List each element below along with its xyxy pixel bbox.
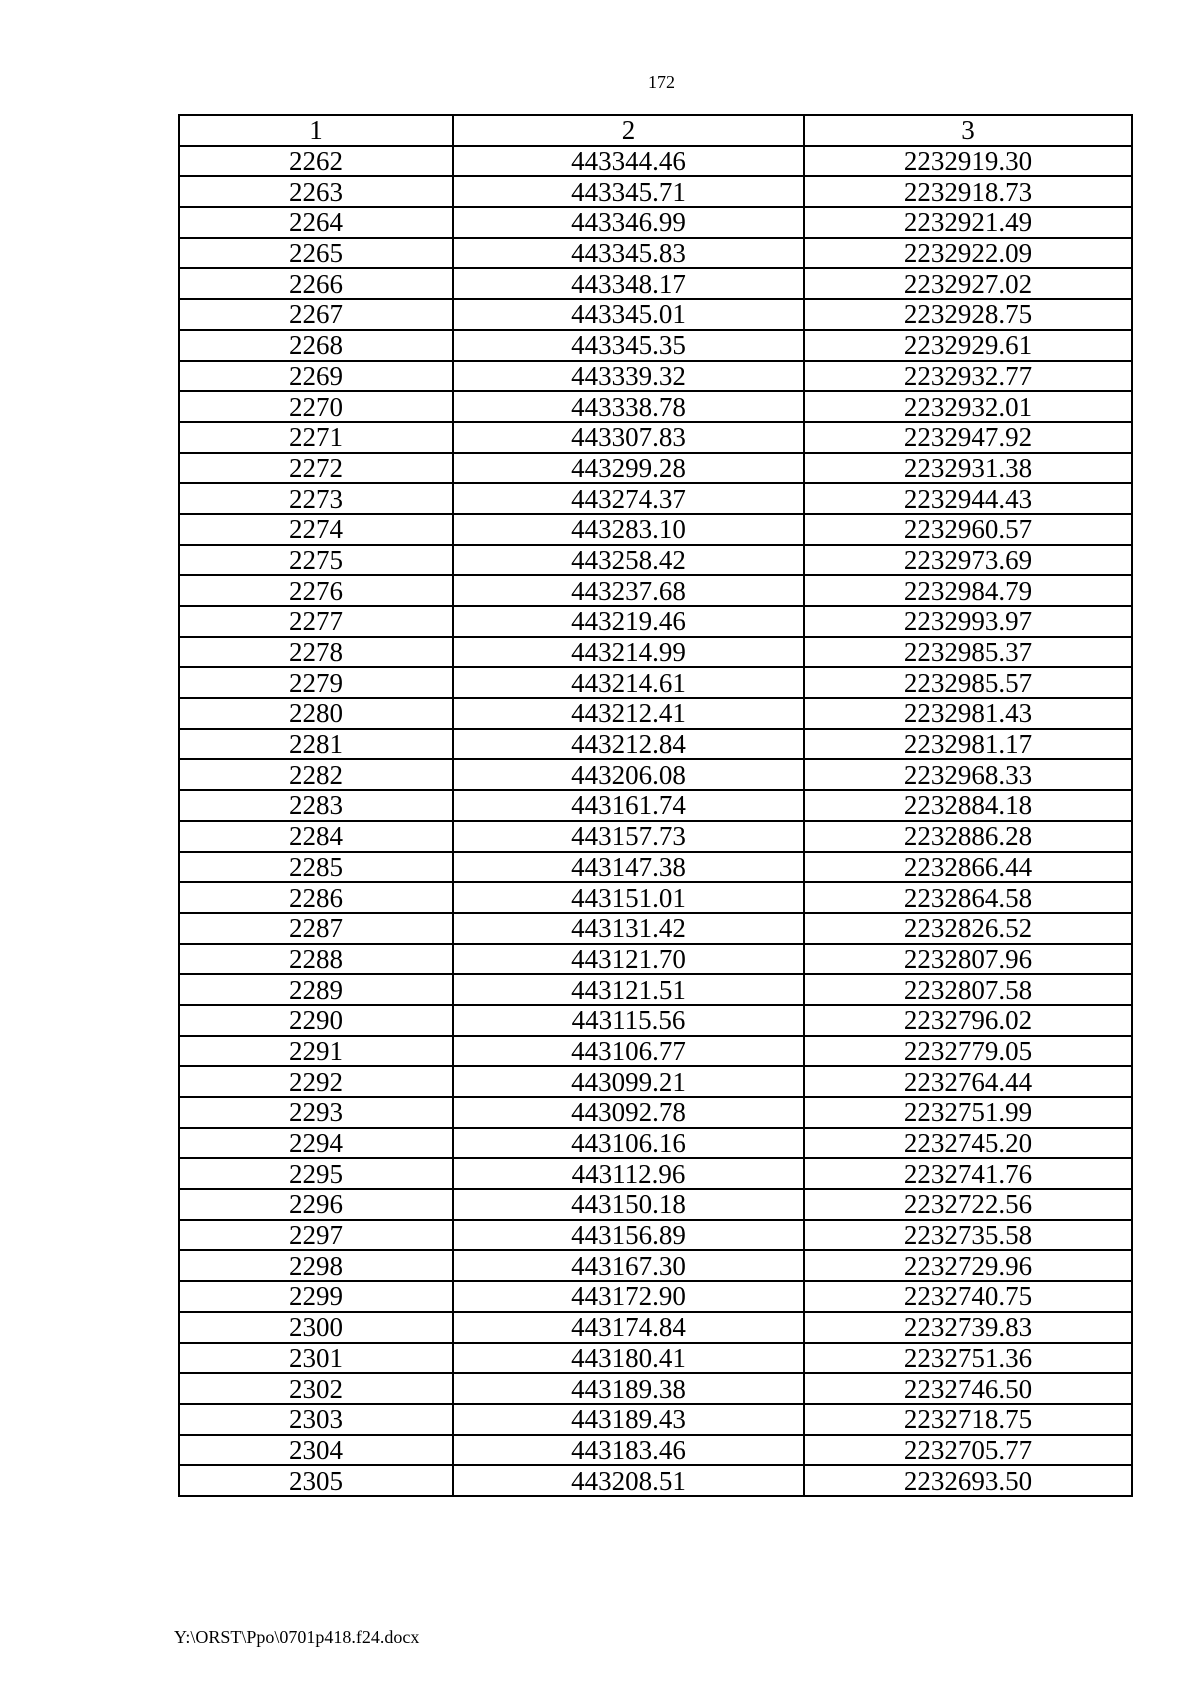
point-number-cell: 2264 (179, 207, 453, 238)
point-number-cell: 2270 (179, 391, 453, 422)
x-coordinate-cell: 443258.42 (453, 545, 804, 576)
x-coordinate-cell: 443212.41 (453, 698, 804, 729)
point-number-cell: 2285 (179, 852, 453, 883)
point-number-cell: 2266 (179, 268, 453, 299)
y-coordinate-cell: 2232947.92 (804, 422, 1132, 453)
point-number-cell: 2279 (179, 667, 453, 698)
table-row (179, 514, 1132, 545)
x-coordinate-cell: 443147.38 (453, 852, 804, 883)
table-row (179, 176, 1132, 207)
y-coordinate-cell: 2232922.09 (804, 238, 1132, 269)
x-coordinate-cell: 443115.56 (453, 1005, 804, 1036)
y-coordinate-cell: 2232764.44 (804, 1066, 1132, 1097)
y-coordinate-cell: 2232985.57 (804, 667, 1132, 698)
point-number-cell: 2280 (179, 698, 453, 729)
table-header-row (179, 115, 1132, 146)
point-number-cell: 2287 (179, 913, 453, 944)
x-coordinate-cell: 443307.83 (453, 422, 804, 453)
point-number-cell: 2303 (179, 1404, 453, 1435)
point-number-cell: 2272 (179, 453, 453, 484)
table-row (179, 1158, 1132, 1189)
y-coordinate-cell: 2232866.44 (804, 852, 1132, 883)
table-row (179, 422, 1132, 453)
x-coordinate-cell: 443106.16 (453, 1128, 804, 1159)
point-number-cell: 2291 (179, 1036, 453, 1067)
y-coordinate-cell: 2232919.30 (804, 146, 1132, 177)
y-coordinate-cell: 2232740.75 (804, 1281, 1132, 1312)
column-header: 2 (453, 115, 804, 146)
x-coordinate-cell: 443345.71 (453, 176, 804, 207)
table-row (179, 729, 1132, 760)
x-coordinate-cell: 443299.28 (453, 453, 804, 484)
table-row (179, 1005, 1132, 1036)
point-number-cell: 2281 (179, 729, 453, 760)
y-coordinate-cell: 2232921.49 (804, 207, 1132, 238)
table-row (179, 1435, 1132, 1466)
y-coordinate-cell: 2232741.76 (804, 1158, 1132, 1189)
point-number-cell: 2290 (179, 1005, 453, 1036)
x-coordinate-cell: 443344.46 (453, 146, 804, 177)
footer-file-path: Y:\ORST\Ppo\0701p418.f24.docx (174, 1627, 420, 1647)
x-coordinate-cell: 443112.96 (453, 1158, 804, 1189)
y-coordinate-cell: 2232968.33 (804, 759, 1132, 790)
x-coordinate-cell: 443121.70 (453, 944, 804, 975)
y-coordinate-cell: 2232729.96 (804, 1250, 1132, 1281)
x-coordinate-cell: 443131.42 (453, 913, 804, 944)
column-header: 3 (804, 115, 1132, 146)
y-coordinate-cell: 2232739.83 (804, 1312, 1132, 1343)
table-row (179, 1036, 1132, 1067)
table-row (179, 207, 1132, 238)
x-coordinate-cell: 443208.51 (453, 1465, 804, 1496)
table-row (179, 1097, 1132, 1128)
x-coordinate-cell: 443206.08 (453, 759, 804, 790)
table-body (179, 115, 1132, 1496)
y-coordinate-cell: 2232751.36 (804, 1343, 1132, 1374)
table-row (179, 268, 1132, 299)
x-coordinate-cell: 443150.18 (453, 1189, 804, 1220)
point-number-cell: 2267 (179, 299, 453, 330)
point-number-cell: 2300 (179, 1312, 453, 1343)
table-row (179, 1066, 1132, 1097)
point-number-cell: 2292 (179, 1066, 453, 1097)
x-coordinate-cell: 443172.90 (453, 1281, 804, 1312)
y-coordinate-cell: 2232973.69 (804, 545, 1132, 576)
point-number-cell: 2284 (179, 821, 453, 852)
y-coordinate-cell: 2232929.61 (804, 330, 1132, 361)
point-number-cell: 2296 (179, 1189, 453, 1220)
table-row (179, 852, 1132, 883)
y-coordinate-cell: 2232932.77 (804, 361, 1132, 392)
point-number-cell: 2286 (179, 882, 453, 913)
x-coordinate-cell: 443121.51 (453, 974, 804, 1005)
point-number-cell: 2305 (179, 1465, 453, 1496)
y-coordinate-cell: 2232981.43 (804, 698, 1132, 729)
table-row (179, 391, 1132, 422)
point-number-cell: 2293 (179, 1097, 453, 1128)
y-coordinate-cell: 2232884.18 (804, 790, 1132, 821)
point-number-cell: 2265 (179, 238, 453, 269)
x-coordinate-cell: 443174.84 (453, 1312, 804, 1343)
x-coordinate-cell: 443099.21 (453, 1066, 804, 1097)
table-row (179, 698, 1132, 729)
table-row (179, 1404, 1132, 1435)
point-number-cell: 2282 (179, 759, 453, 790)
table-row (179, 606, 1132, 637)
point-number-cell: 2304 (179, 1435, 453, 1466)
table-row (179, 974, 1132, 1005)
point-number-cell: 2276 (179, 575, 453, 606)
x-coordinate-cell: 443106.77 (453, 1036, 804, 1067)
point-number-cell: 2288 (179, 944, 453, 975)
point-number-cell: 2283 (179, 790, 453, 821)
x-coordinate-cell: 443214.99 (453, 637, 804, 668)
page-number: 172 (648, 72, 675, 92)
table-row (179, 882, 1132, 913)
y-coordinate-cell: 2232984.79 (804, 575, 1132, 606)
table-row (179, 330, 1132, 361)
table-row (179, 483, 1132, 514)
y-coordinate-cell: 2232960.57 (804, 514, 1132, 545)
x-coordinate-cell: 443338.78 (453, 391, 804, 422)
point-number-cell: 2294 (179, 1128, 453, 1159)
y-coordinate-cell: 2232779.05 (804, 1036, 1132, 1067)
point-number-cell: 2275 (179, 545, 453, 576)
table-row (179, 821, 1132, 852)
x-coordinate-cell: 443151.01 (453, 882, 804, 913)
table-row (179, 361, 1132, 392)
x-coordinate-cell: 443161.74 (453, 790, 804, 821)
table-row (179, 944, 1132, 975)
x-coordinate-cell: 443183.46 (453, 1435, 804, 1466)
y-coordinate-cell: 2232932.01 (804, 391, 1132, 422)
x-coordinate-cell: 443212.84 (453, 729, 804, 760)
table-row (179, 759, 1132, 790)
y-coordinate-cell: 2232826.52 (804, 913, 1132, 944)
y-coordinate-cell: 2232722.56 (804, 1189, 1132, 1220)
x-coordinate-cell: 443157.73 (453, 821, 804, 852)
x-coordinate-cell: 443346.99 (453, 207, 804, 238)
x-coordinate-cell: 443189.38 (453, 1373, 804, 1404)
table-row (179, 299, 1132, 330)
point-number-cell: 2295 (179, 1158, 453, 1189)
point-number-cell: 2271 (179, 422, 453, 453)
point-number-cell: 2268 (179, 330, 453, 361)
table-row (179, 790, 1132, 821)
y-coordinate-cell: 2232807.96 (804, 944, 1132, 975)
y-coordinate-cell: 2232705.77 (804, 1435, 1132, 1466)
x-coordinate-cell: 443345.83 (453, 238, 804, 269)
table-row (179, 913, 1132, 944)
point-number-cell: 2262 (179, 146, 453, 177)
x-coordinate-cell: 443180.41 (453, 1343, 804, 1374)
point-number-cell: 2274 (179, 514, 453, 545)
table-row (179, 1343, 1132, 1374)
y-coordinate-cell: 2232931.38 (804, 453, 1132, 484)
y-coordinate-cell: 2232751.99 (804, 1097, 1132, 1128)
table-row (179, 238, 1132, 269)
x-coordinate-cell: 443345.01 (453, 299, 804, 330)
x-coordinate-cell: 443219.46 (453, 606, 804, 637)
y-coordinate-cell: 2232796.02 (804, 1005, 1132, 1036)
table-row (179, 453, 1132, 484)
point-number-cell: 2277 (179, 606, 453, 637)
y-coordinate-cell: 2232981.17 (804, 729, 1132, 760)
point-number-cell: 2298 (179, 1250, 453, 1281)
x-coordinate-cell: 443274.37 (453, 483, 804, 514)
table-row (179, 1373, 1132, 1404)
y-coordinate-cell: 2232928.75 (804, 299, 1132, 330)
point-number-cell: 2278 (179, 637, 453, 668)
x-coordinate-cell: 443156.89 (453, 1220, 804, 1251)
coordinates-table (178, 114, 1133, 1497)
point-number-cell: 2273 (179, 483, 453, 514)
x-coordinate-cell: 443214.61 (453, 667, 804, 698)
y-coordinate-cell: 2232745.20 (804, 1128, 1132, 1159)
x-coordinate-cell: 443345.35 (453, 330, 804, 361)
point-number-cell: 2301 (179, 1343, 453, 1374)
y-coordinate-cell: 2232807.58 (804, 974, 1132, 1005)
x-coordinate-cell: 443189.43 (453, 1404, 804, 1435)
y-coordinate-cell: 2232918.73 (804, 176, 1132, 207)
y-coordinate-cell: 2232993.97 (804, 606, 1132, 637)
x-coordinate-cell: 443339.32 (453, 361, 804, 392)
y-coordinate-cell: 2232746.50 (804, 1373, 1132, 1404)
y-coordinate-cell: 2232944.43 (804, 483, 1132, 514)
y-coordinate-cell: 2232985.37 (804, 637, 1132, 668)
point-number-cell: 2299 (179, 1281, 453, 1312)
point-number-cell: 2302 (179, 1373, 453, 1404)
table-row (179, 146, 1132, 177)
x-coordinate-cell: 443283.10 (453, 514, 804, 545)
x-coordinate-cell: 443092.78 (453, 1097, 804, 1128)
y-coordinate-cell: 2232886.28 (804, 821, 1132, 852)
point-number-cell: 2297 (179, 1220, 453, 1251)
table-row (179, 1312, 1132, 1343)
x-coordinate-cell: 443167.30 (453, 1250, 804, 1281)
table-row (179, 1128, 1132, 1159)
column-header: 1 (179, 115, 453, 146)
table-row (179, 1189, 1132, 1220)
table-row (179, 575, 1132, 606)
point-number-cell: 2269 (179, 361, 453, 392)
y-coordinate-cell: 2232864.58 (804, 882, 1132, 913)
table-row (179, 637, 1132, 668)
table-row (179, 1465, 1132, 1496)
y-coordinate-cell: 2232927.02 (804, 268, 1132, 299)
table-row (179, 667, 1132, 698)
x-coordinate-cell: 443348.17 (453, 268, 804, 299)
table-row (179, 1281, 1132, 1312)
table-row (179, 545, 1132, 576)
point-number-cell: 2263 (179, 176, 453, 207)
point-number-cell: 2289 (179, 974, 453, 1005)
x-coordinate-cell: 443237.68 (453, 575, 804, 606)
table-row (179, 1250, 1132, 1281)
table-row (179, 1220, 1132, 1251)
y-coordinate-cell: 2232735.58 (804, 1220, 1132, 1251)
y-coordinate-cell: 2232693.50 (804, 1465, 1132, 1496)
y-coordinate-cell: 2232718.75 (804, 1404, 1132, 1435)
